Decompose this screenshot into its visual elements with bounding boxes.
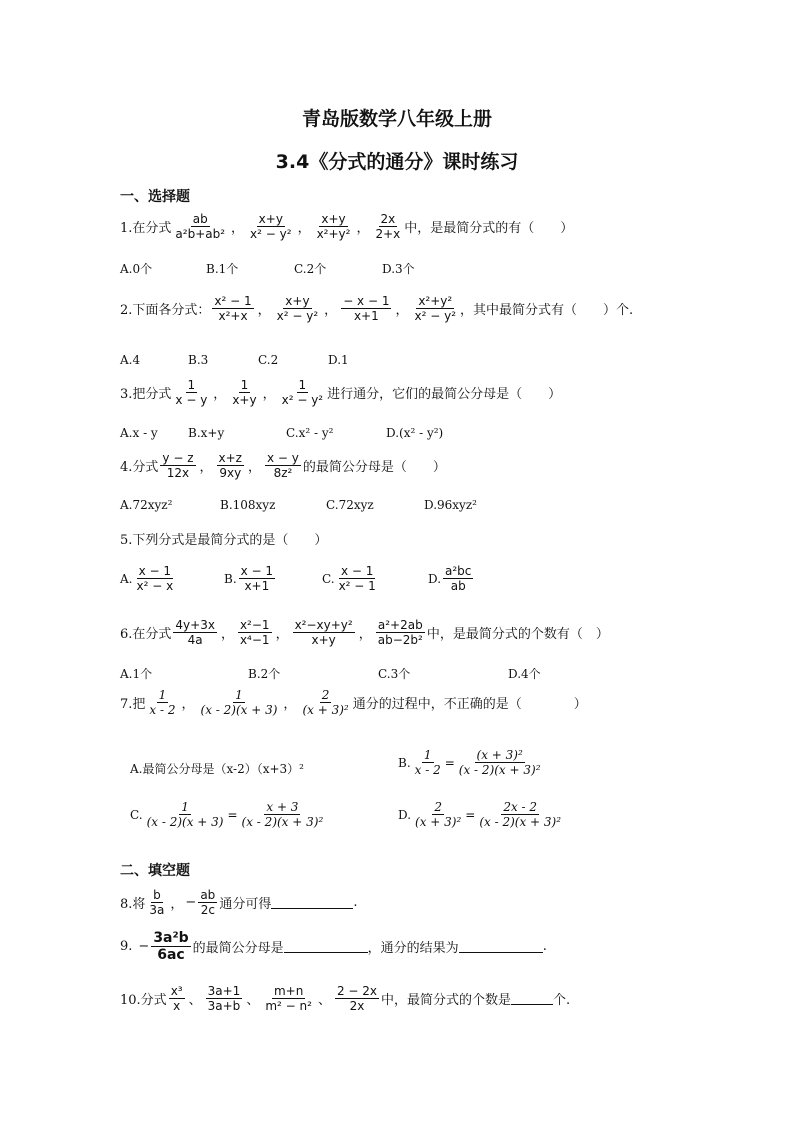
q2-fraction-2: $\frac{x+y}{\text{x² − y²}}$ xyxy=(276,294,319,323)
q7-d-right: $\frac{2x - 2}{\text{(x - 2)(x + 3)²}}$ xyxy=(479,800,562,829)
q6-fraction-2: $\frac{\text{x²−1}}{\text{x⁴−1}}$ xyxy=(239,618,270,647)
q7-option-c: C. $\frac{1}{(x - 2)(x + 3)}$ = $\frac{x + 3}{\text{(x - 2)(x + 3)²}}$ xyxy=(130,800,324,829)
q10-lead: 10.分式 xyxy=(120,993,167,1008)
question-10: 10.分式 $\frac{\text{x³}}{x}$ 、 $\frac{3a+1}{3a+b}$ 、 $\frac{m+n}{\text{m² − n²}}$ 、 $\frac{2 - 2x}{2x}$ 中，最简分式的个数是 个. xyxy=(120,984,571,1013)
q9-result-blank[interactable] xyxy=(459,940,543,953)
q6-option-d: D.4个 xyxy=(508,667,541,681)
q3-option-c: C.x² - y² xyxy=(286,426,334,440)
question-8: 8.将 $\frac{b}{3a}$ ， − $\frac{ab}{2c}$ 通分可得 . xyxy=(120,888,358,917)
page-subtitle: 3.4《分式的通分》课时练习 xyxy=(275,151,519,173)
q4-tail: 的最简公分母是（ ） xyxy=(302,460,446,475)
q1-fraction-1: $\frac{ab}{\text{a²b+ab²}}$ xyxy=(175,212,226,241)
q4-lead: 4.分式 xyxy=(120,460,159,475)
q7-option-a: A.最简公分母是（x-2）（x+3）² xyxy=(130,762,304,776)
q1-lead: 1.在分式 xyxy=(120,221,172,236)
q5-lead: 5.下列分式是最简分式的是（ ） xyxy=(120,533,328,548)
q3-option-b: B.x+y xyxy=(188,426,225,440)
q1-fraction-4: $\frac{2x}{2+x}$ xyxy=(375,212,401,241)
q2-option-d: D.1 xyxy=(328,353,349,367)
q1-fraction-3: $\frac{x+y}{\text{x²+y²}}$ xyxy=(316,212,351,241)
q6-lead: 6.在分式 xyxy=(120,627,172,642)
q7-lead: 7.把 xyxy=(120,697,146,712)
q5-option-b: B. $\frac{x - 1}{x+1}$ xyxy=(224,564,274,593)
section-choice: 一、选择题 xyxy=(120,189,190,205)
q4-fraction-2: $\frac{x+z}{9xy}$ xyxy=(218,451,242,480)
q10-answer-blank[interactable] xyxy=(511,992,553,1005)
q7-c-left: $\frac{1}{(x - 2)(x + 3)}$ xyxy=(146,800,224,829)
q3-option-d: D.(x² - y²) xyxy=(386,426,444,440)
q9-tail-1: 的最简公分母是 xyxy=(192,941,284,956)
question-7: 7.把 $\frac{1}{x - 2}$ ， $\frac{1}{(x - 2)(x + 3)}$ ， $\frac{2}{\text{(x + 3)²}}$ 通分的过程中，不正确的是（ ） xyxy=(120,688,587,717)
q3-option-a: A.x - y xyxy=(120,426,158,440)
q10-fraction-3: $\frac{m+n}{\text{m² − n²}}$ xyxy=(265,984,312,1013)
q9-lead: 9. xyxy=(120,939,133,954)
q2-option-c: C.2 xyxy=(258,353,279,367)
q5-fraction-d: $\frac{\text{a²bc}}{ab}$ xyxy=(445,564,472,593)
q2-fraction-3: $\frac{- x - 1}{x+1}$ xyxy=(343,294,390,323)
q1-option-c: C.2个 xyxy=(294,262,327,276)
q6-option-b: B.2个 xyxy=(248,667,281,681)
question-4: 4.分式 $\frac{y - z}{12x}$ ， $\frac{x+z}{9xy}$ ， $\frac{x - y}{\text{8z²}}$ 的最简公分母是（ ） xyxy=(120,451,446,480)
q8-tail: 通分可得 xyxy=(219,897,272,912)
q7-option-d: D. $\frac{2}{\text{(x + 3)²}}$ = $\frac{2x - 2}{\text{(x - 2)(x + 3)²}}$ xyxy=(398,800,562,829)
question-9: 9. − $\frac{\text{3a²b}}{6ac}$ 的最简公分母是 ，通分的结果为 . xyxy=(120,930,547,963)
q7-c-right: $\frac{x + 3}{\text{(x - 2)(x + 3)²}}$ xyxy=(241,800,324,829)
q8-fraction-1: $\frac{b}{3a}$ xyxy=(149,888,165,917)
q6-option-a: A.1个 xyxy=(120,667,153,681)
q2-tail: ，其中最简分式有（ ）个. xyxy=(460,303,634,318)
section-fill: 二、填空题 xyxy=(120,863,190,879)
question-5 xyxy=(120,529,327,548)
q3-fraction-1: $\frac{1}{x - y}$ xyxy=(175,378,208,407)
q2-lead: 2.下面各分式： xyxy=(120,303,211,318)
q2-fraction-1: $\frac{\text{x² − 1}}{\text{x²+x}}$ xyxy=(214,294,252,323)
q5-option-a: A. $\frac{x - 1}{\text{x² − x}}$ xyxy=(120,564,174,593)
q5-fraction-b: $\frac{x - 1}{x+1}$ xyxy=(240,564,274,593)
q6-tail: 中，是最简分式的个数有（ ） xyxy=(426,627,609,642)
q7-fraction-1: $\frac{1}{x - 2}$ xyxy=(149,688,176,717)
q2-option-b: B.3 xyxy=(188,353,209,367)
page-title: 青岛版数学八年级上册 xyxy=(301,108,492,130)
q6-option-c: C.3个 xyxy=(378,667,411,681)
q2-option-a: A.4 xyxy=(120,353,141,367)
q9-fraction-1: $\frac{\text{3a²b}}{6ac}$ xyxy=(153,930,189,963)
q6-fraction-4: $\frac{\text{a²+2ab}}{\text{ab−2b²}}$ xyxy=(377,618,423,647)
q6-fraction-1: $\frac{4y+3x}{4a}$ xyxy=(175,618,215,647)
q5-option-c: C. $\frac{x - 1}{\text{x² − 1}}$ xyxy=(322,564,376,593)
q3-fraction-2: $\frac{1}{x+y}$ xyxy=(232,378,257,407)
q3-lead: 3.把分式 xyxy=(120,387,172,402)
q6-fraction-3: $\frac{\text{x²−xy+y²}}{x+y}$ xyxy=(294,618,353,647)
q7-b-left: $\frac{1}{x - 2}$ xyxy=(414,748,441,777)
q4-option-a: A.72xyz² xyxy=(120,498,173,512)
question-6: 6.在分式 $\frac{4y+3x}{4a}$ ， $\frac{\text{x²−1}}{\text{x⁴−1}}$ ， $\frac{\text{x²−xy+y²}}{x+y}$ ， $\frac{\text{a²+2ab}}{\text{ab−2b²}}$ 中，是最简分式的个数有（ ） xyxy=(120,618,609,647)
q7-tail: 通分的过程中，不正确的是（ ） xyxy=(352,697,587,712)
q2-fraction-4: $\frac{\text{x²+y²}}{\text{x² − y²}}$ xyxy=(414,294,457,323)
q4-option-c: C.72xyz xyxy=(326,498,374,512)
q7-fraction-3: $\frac{2}{\text{(x + 3)²}}$ xyxy=(302,688,349,717)
q3-fraction-3: $\frac{1}{\text{x² − y²}}$ xyxy=(281,378,324,407)
q1-option-b: B.1个 xyxy=(206,262,239,276)
q7-fraction-2: $\frac{1}{(x - 2)(x + 3)}$ xyxy=(200,688,278,717)
q8-lead: 8.将 xyxy=(120,897,146,912)
question-3: 3.把分式 $\frac{1}{x - y}$ ， $\frac{1}{x+y}$ ， $\frac{1}{\text{x² − y²}}$ 进行通分，它们的最简公分母是（ ） xyxy=(120,378,562,407)
q1-option-d: D.3个 xyxy=(382,262,415,276)
q1-fraction-2: $\frac{x+y}{\text{x² − y²}}$ xyxy=(250,212,292,241)
question-2: 2.下面各分式： $\frac{\text{x² − 1}}{\text{x²+x}}$ ， $\frac{x+y}{\text{x² − y²}}$ ， $\frac{- x - 1}{x+1}$ ， $\frac{\text{x²+y²}}{\text{x² − y²}}$ ，其中最简分式有（ ）个. xyxy=(120,294,634,323)
q1-tail: 中，是最简分式的有（ ） xyxy=(404,221,574,236)
q1-option-a: A.0个 xyxy=(120,262,153,276)
q9-denominator-blank[interactable] xyxy=(284,940,368,953)
q10-tail: 中，最简分式的个数是 xyxy=(381,993,512,1008)
q7-option-b: B. $\frac{1}{x - 2}$ = $\frac{\text{(x + 3)²}}{\text{(x - 2)(x + 3)²}}$ xyxy=(398,748,541,777)
q5-fraction-a: $\frac{x - 1}{\text{x² − x}}$ xyxy=(136,564,174,593)
q7-d-left: $\frac{2}{\text{(x + 3)²}}$ xyxy=(415,800,462,829)
q4-fraction-3: $\frac{x - y}{\text{8z²}}$ xyxy=(267,451,299,480)
q10-fraction-2: $\frac{3a+1}{3a+b}$ xyxy=(207,984,241,1013)
q4-option-b: B.108xyz xyxy=(220,498,276,512)
q4-fraction-1: $\frac{y - z}{12x}$ xyxy=(162,451,194,480)
q10-fraction-1: $\frac{\text{x³}}{x}$ xyxy=(170,984,183,1013)
q5-option-d: D. $\frac{\text{a²bc}}{ab}$ xyxy=(428,564,472,593)
q8-fraction-2: $\frac{ab}{2c}$ xyxy=(200,888,216,917)
q4-option-d: D.96xyz² xyxy=(424,498,477,512)
q7-b-right: $\frac{\text{(x + 3)²}}{\text{(x - 2)(x + 3)²}}$ xyxy=(458,748,541,777)
question-1: 1.在分式 $\frac{ab}{\text{a²b+ab²}}$ ， $\frac{x+y}{\text{x² − y²}}$ ， $\frac{x+y}{\text{x²+y²}}$ ， $\frac{2x}{2+x}$ 中，是最简分式的有（ ） xyxy=(120,212,574,241)
q8-answer-blank[interactable] xyxy=(271,896,353,909)
q10-fraction-4: $\frac{2 - 2x}{2x}$ xyxy=(336,984,378,1013)
q5-fraction-c: $\frac{x - 1}{\text{x² − 1}}$ xyxy=(338,564,376,593)
q3-tail: 进行通分，它们的最简公分母是（ ） xyxy=(327,387,562,402)
